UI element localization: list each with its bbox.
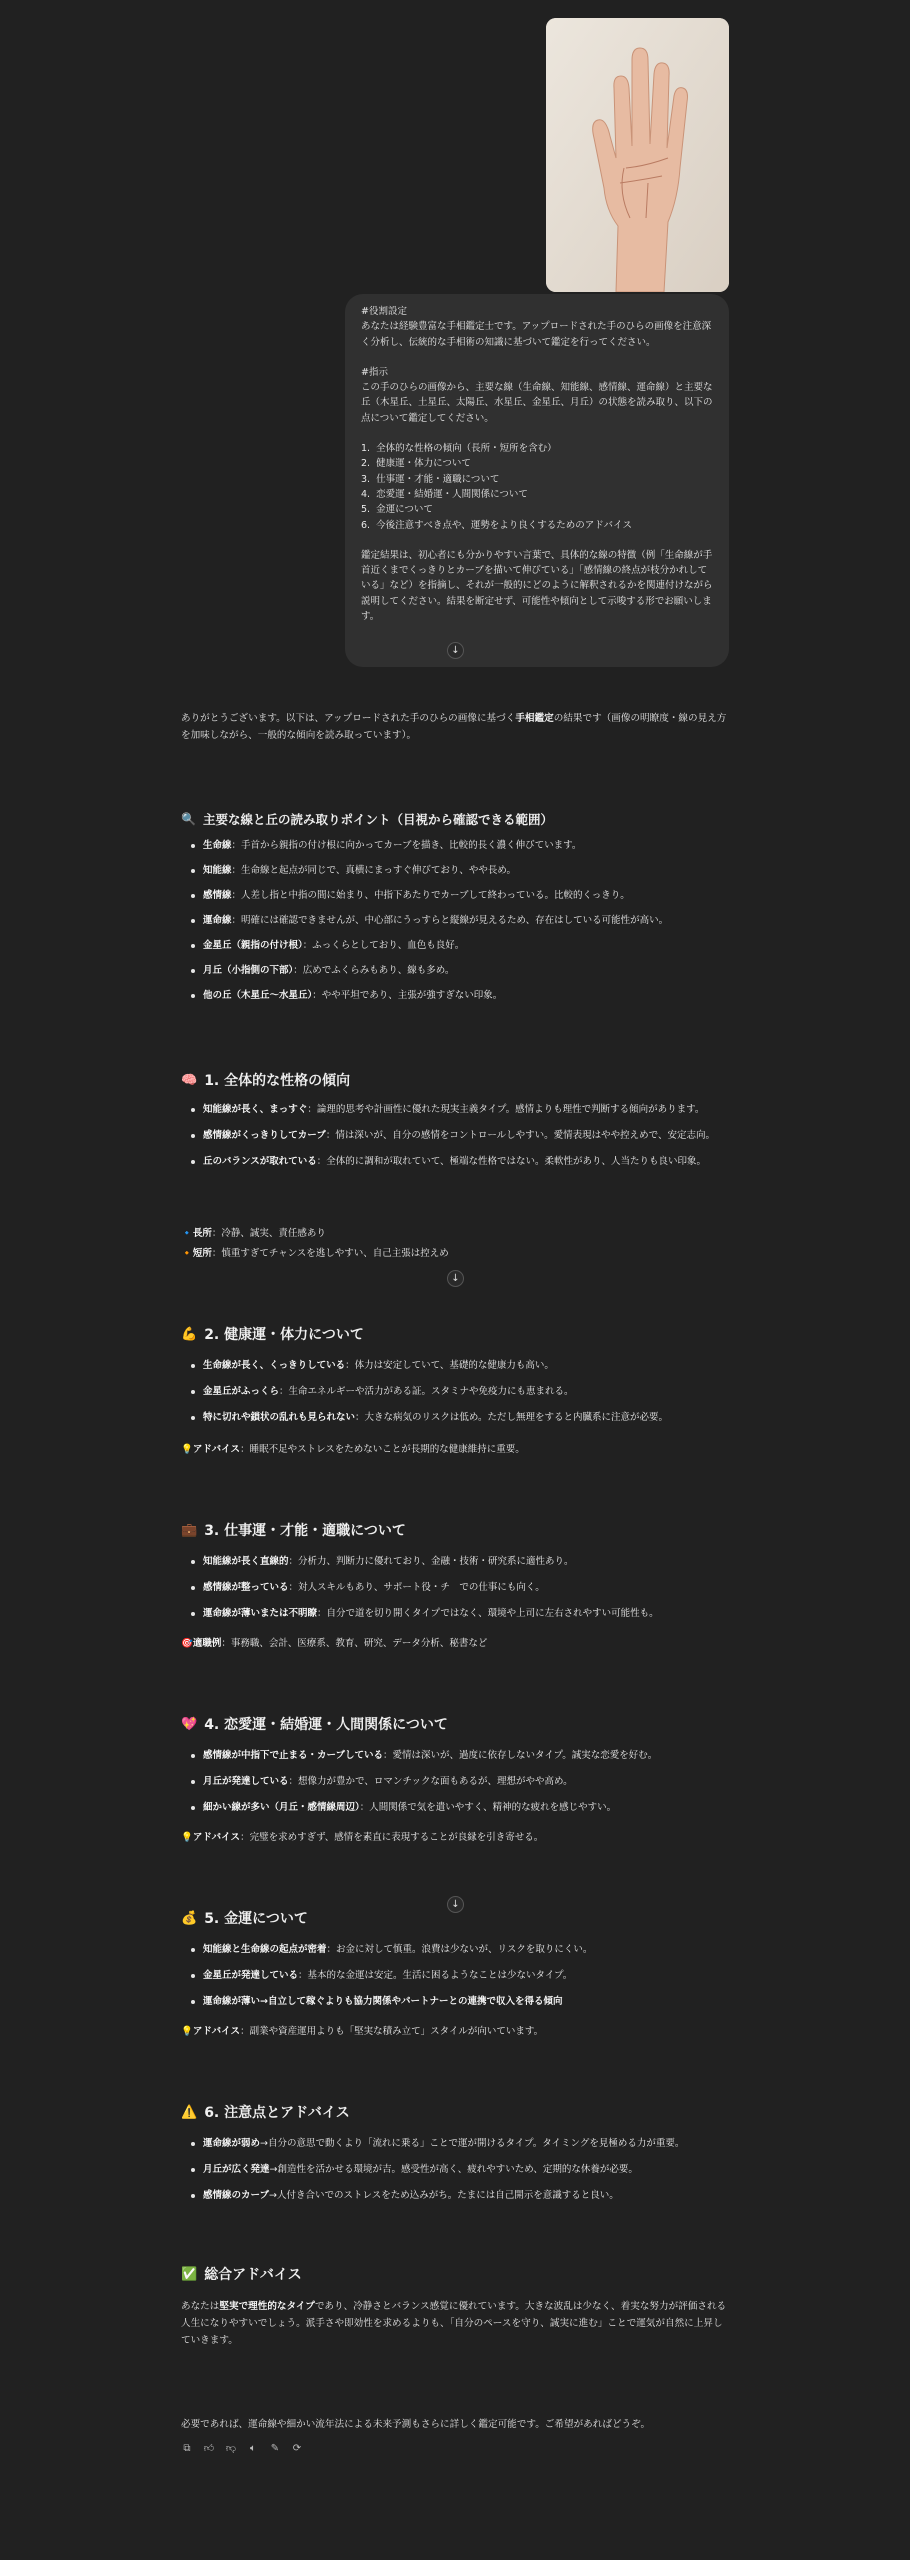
health-advice: 💡アドバイス：睡眠不足やストレスをためないことが長期的な健康維持に重要。 — [181, 1444, 525, 1455]
summary-text: あなたは堅実で理性的なタイプであり、冷静さとバランス感覚に優れています。大きな波乱は少なく、着実な努力が評価される人生になりやすいでしょう。派手さや即効性を求めるよりも、「自分のペースを守り、誠実に進む」ことで運気が自然に上昇していきます。 — [181, 2301, 727, 2346]
list-item: 細かい線が多い（月丘・感情線周辺）：人間関係で気を遣いやすく、精神的な疲れを感じやすい。 — [181, 1800, 730, 1816]
section-heading-money: 💰 5. 金運について — [181, 1910, 308, 1927]
list-item: 運命線が薄いまたは不明瞭：自分で道を切り開くタイプではなく、環境や上司に左右されやすい可能性も。 — [181, 1606, 730, 1622]
list-item: 運命線：明確には確認できませんが、中心部にうっすらと縦線が見えるため、存在はしている可能性が高い。 — [181, 913, 730, 929]
thumbs-up-icon[interactable]: 👍︎ — [203, 2443, 215, 2454]
jobs-line: 🎯適職例：事務職、会計、医療系、教育、研究、データ分析、秘書など — [181, 1638, 488, 1649]
money-bag-icon: 💰 — [181, 1910, 198, 1926]
prompt-line: 5. 金運について — [361, 504, 433, 516]
caution-list — [181, 2136, 730, 2204]
uploaded-hand-image[interactable] — [546, 18, 729, 292]
prompt-line: 3. 仕事運・才能・適職について — [361, 473, 500, 485]
list-item: 生命線：手首から親指の付け根に向かってカーブを描き、比較的長く濃く伸びています。 — [181, 838, 730, 854]
merit-line: 🔹長所：冷静、誠実、責任感あり — [181, 1228, 326, 1239]
money-advice: 💡アドバイス：副業や資産運用よりも「堅実な積み立て」スタイルが向いています。 — [181, 2026, 544, 2037]
brain-icon: 🧠 — [181, 1072, 198, 1088]
response-actions — [181, 2443, 303, 2455]
list-item: 知能線が長く、まっすぐ：論理的思考や計画性に優れた現実主義タイプ。感情よりも理性で判断する傾向があります。 — [181, 1102, 730, 1118]
prompt-line: 6. 今後注意すべき点や、運勢をより良くするためのアドバイス — [361, 519, 632, 531]
list-item: 運命線が薄い→自立して稼ぐよりも協力関係やパートナーとの連携で収入を得る傾向 — [181, 1994, 730, 2010]
list-item: 金星丘がふっくら：生命エネルギーや活力がある証。スタミナや免疫力にも恵まれる。 — [181, 1384, 730, 1400]
list-item: 感情線のカーブ→人付き合いでのストレスをため込みがち。たまには自己開示を意識すると良い。 — [181, 2188, 730, 2204]
edit-pen-icon[interactable]: ✎ — [270, 2443, 280, 2454]
list-item: 月丘が発達している：想像力が豊かで、ロマンチックな面もあるが、理想がやや高め。 — [181, 1774, 730, 1790]
list-item: 運命線が弱め→自分の意思で動くより「流れに乗る」ことで運が開けるタイプ。タイミングを見極める力が重要。 — [181, 2136, 730, 2152]
briefcase-icon: 💼 — [181, 1522, 198, 1538]
prompt-line: #指示 — [361, 366, 388, 378]
section-heading-love: 💖 4. 恋愛運・結婚運・人間関係について — [181, 1716, 448, 1733]
money-list — [181, 1942, 730, 2010]
prompt-line: 2. 健康運・体力について — [361, 458, 471, 470]
response-intro: ありがとうございます。以下は、アップロードされた手のひらの画像に基づく手相鑑定の結果です（画像の明瞭度・線の見え方を加味しながら、一般的な傾向を読み取っています）。 — [181, 713, 727, 741]
work-list — [181, 1554, 730, 1622]
personality-list — [181, 1102, 730, 1170]
user-message-bubble — [345, 294, 729, 667]
check-mark-icon: ✅ — [181, 2266, 198, 2282]
warning-icon: ⚠️ — [181, 2104, 198, 2120]
speaker-icon[interactable]: 🔈︎ — [250, 2443, 256, 2454]
list-item: 感情線がくっきりしてカーブ：情は深いが、自分の感情をコントロールしやすい。愛情表現はやや控えめで、安定志向。 — [181, 1128, 730, 1144]
list-item: 金星丘が発達している：基本的な金運は安定。生活に困るようなことは少ないタイプ。 — [181, 1968, 730, 1984]
list-item: 生命線が長く、くっきりしている：体力は安定していて、基礎的な健康力も高い。 — [181, 1358, 730, 1374]
magnifier-icon: 🔍 — [181, 812, 196, 826]
heart-icon: 💖 — [181, 1716, 198, 1732]
copy-icon[interactable]: ⧉ — [183, 2443, 191, 2454]
closing-text: 必要であれば、運命線や細かい流年法による未来予測もさらに詳しく鑑定可能です。ご希望があればどうぞ。 — [181, 2419, 651, 2430]
list-item: 他の丘（木星丘〜水星丘）：やや平坦であり、主張が強すぎない印象。 — [181, 988, 730, 1004]
love-advice: 💡アドバイス：完璧を求めすぎず、感情を素直に表現することが良縁を引き寄せる。 — [181, 1832, 544, 1843]
regenerate-icon[interactable]: ⟳ — [292, 2443, 302, 2454]
section-heading-work: 💼 3. 仕事運・才能・適職について — [181, 1522, 406, 1539]
list-item: 知能線：生命線と起点が同じで、真横にまっすぐ伸びており、やや長め。 — [181, 863, 730, 879]
section-heading-health: 💪 2. 健康運・体力について — [181, 1326, 364, 1343]
list-item: 月丘が広く発達→創造性を活かせる環境が吉。感受性が高く、疲れやすいため、定期的な休養が必要。 — [181, 2162, 730, 2178]
list-item: 感情線：人差し指と中指の間に始まり、中指下あたりでカーブして終わっている。比較的くっきり。 — [181, 888, 730, 904]
health-list — [181, 1358, 730, 1426]
list-item: 知能線が長く直線的：分析力、判断力に優れており、金融・技術・研究系に適性あり。 — [181, 1554, 730, 1570]
prompt-line: #役割設定 — [361, 306, 407, 317]
list-item: 知能線と生命線の起点が密着：お金に対して慎重。浪費は少ないが、リスクを取りにくい。 — [181, 1942, 730, 1958]
section-heading-readings: 🔍 主要な線と丘の読み取りポイント（目視から確認できる範囲） — [181, 812, 553, 827]
scroll-down-button[interactable]: ↓ — [447, 1270, 464, 1287]
lightbulb-icon: 💡 — [181, 1832, 193, 1843]
scroll-down-button[interactable]: ↓ — [447, 642, 464, 659]
blue-diamond-icon: 🔹 — [181, 1228, 193, 1239]
section-heading-personality: 🧠 1. 全体的な性格の傾向 — [181, 1072, 351, 1089]
demerit-line: 🔸短所：慎重すぎてチャンスを逃しやすい、自己主張は控えめ — [181, 1248, 449, 1259]
list-item: 月丘（小指側の下部）：広めでふくらみもあり、線も多め。 — [181, 963, 730, 979]
prompt-line: あなたは経験豊富な手相鑑定士です。アップロードされた手のひらの画像を注意深く分析し、伝統的な手相術の知識に基づいて鑑定を行ってください。 — [361, 321, 712, 348]
prompt-line: この手のひらの画像から、主要な線（生命線、知能線、感情線、運命線）と主要な丘（木星丘、土星丘、太陽丘、水星丘、金星丘、月丘）の状態を読み取り、以下の点について鑑定してください。 — [361, 382, 713, 424]
prompt-line: 鑑定結果は、初心者にも分かりやすい言葉で、具体的な線の特徴（例「生命線が手首近くまでくっきりとカーブを描いて伸びている」「感情線の終点が枝分かれしている」など）を指摘し、それが一般的にどのように解釈されるかを関連付けながら説明してください。結果を断定せず、可能性や傾向として示唆する形でお願いします。 — [361, 549, 713, 623]
list-item: 感情線が中指下で止まる・カーブしている：愛情は深いが、過度に依存しないタイプ。誠実な恋愛を好む。 — [181, 1748, 730, 1764]
prompt-line: 1. 全体的な性格の傾向（長所・短所を含む） — [361, 443, 557, 455]
list-item: 特に切れや鎖状の乱れも見られない：大きな病気のリスクは低め。ただし無理をすると内臓系に注意が必要。 — [181, 1410, 730, 1426]
love-list — [181, 1748, 730, 1816]
list-item: 感情線が整っている：対人スキルもあり、サポート役・チ での仕事にも向く。 — [181, 1580, 730, 1596]
prompt-line: 4. 恋愛運・結婚運・人間関係について — [361, 488, 528, 500]
flexed-arm-icon: 💪 — [181, 1326, 198, 1342]
target-icon: 🎯 — [181, 1638, 193, 1649]
lightbulb-icon: 💡 — [181, 1444, 193, 1455]
list-item: 金星丘（親指の付け根）：ふっくらとしており、血色も良好。 — [181, 938, 730, 954]
orange-diamond-icon: 🔸 — [181, 1248, 193, 1259]
list-item: 丘のバランスが取れている：全体的に調和が取れていて、極端な性格ではない。柔軟性があり、人当たりも良い印象。 — [181, 1154, 730, 1170]
section-heading-summary: ✅ 総合アドバイス — [181, 2266, 302, 2283]
thumbs-down-icon[interactable]: 👎︎ — [225, 2443, 237, 2454]
lightbulb-icon: 💡 — [181, 2026, 193, 2037]
scroll-down-button[interactable]: ↓ — [447, 1896, 464, 1913]
readings-list — [181, 838, 730, 1004]
section-heading-caution: ⚠️ 6. 注意点とアドバイス — [181, 2104, 350, 2121]
